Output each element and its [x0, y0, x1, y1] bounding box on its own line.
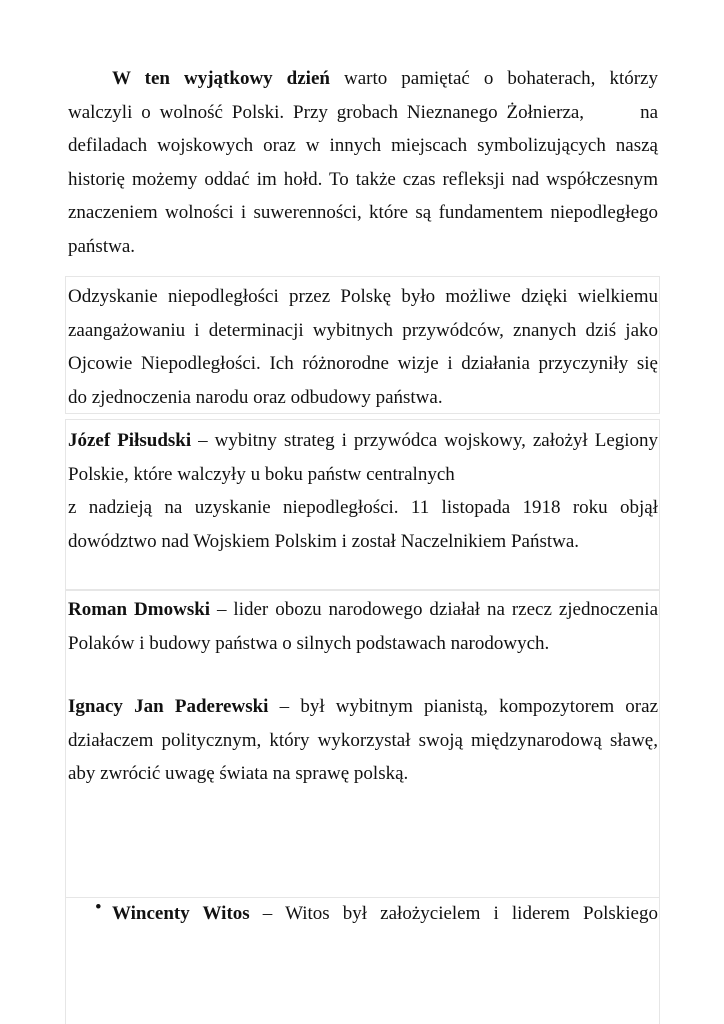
paderewski-name: Ignacy Jan Paderewski	[68, 696, 269, 717]
pilsudski-line-3: z nadzieją na uzyskanie niepodległości. 11 listopada 1918 roku objął	[68, 497, 658, 518]
fathers-paragraph	[68, 280, 658, 414]
witos-name: Wincenty Witos	[112, 903, 250, 924]
fathers-line-4: do zjednoczenia narodu oraz odbudowy państwa.	[68, 386, 443, 408]
intro-line-5: znaczeniem wolności i suwerenności, które są fundamentem niepodległego	[68, 202, 658, 223]
fathers-line-2: zaangażowaniu i determinacji wybitnych przywódców, znanych dziś jako	[68, 319, 658, 341]
bold-lead: W ten wyjątkowy dzień	[112, 68, 330, 89]
witos-paragraph	[112, 897, 658, 931]
intro-line-1: W ten wyjątkowy dzień warto pamiętać o bohaterach, którzy	[112, 68, 658, 89]
intro-line-6: państwa.	[68, 235, 136, 257]
dmowski-name: Roman Dmowski	[68, 599, 211, 620]
bullet-icon: •	[95, 897, 102, 918]
intro-line-2: walczyli o wolność Polski. Przy grobach Nieznanego Żołnierza, na	[68, 101, 658, 123]
intro-line-3: defiladach wojskowych oraz w innych miejscach symbolizujących naszą	[68, 135, 658, 156]
intro-paragraph	[68, 62, 658, 263]
dmowski-line-2: Polaków i budowy państwa o silnych podstawach narodowych.	[68, 632, 550, 654]
pilsudski-line-4: dowództwo nad Wojskiem Polskim i został Naczelnikiem Państwa.	[68, 530, 580, 552]
pilsudski-paragraph	[68, 424, 658, 558]
dmowski-paragraph	[68, 593, 658, 660]
dmowski-line-1: Roman Dmowski – lider obozu narodowego działał na rzecz zjednoczenia	[68, 599, 659, 620]
fathers-line-1: Odzyskanie niepodległości przez Polskę było możliwe dzięki wielkiemu	[68, 286, 658, 307]
paderewski-paragraph	[68, 690, 658, 791]
paderewski-line-3: aby zwrócić uwagę świata na sprawę polską.	[68, 763, 409, 784]
paderewski-line-2: działaczem politycznym, który wykorzystał swoją międzynarodową sławę,	[68, 729, 658, 751]
intro-line-4: historię możemy oddać im hołd. To także czas refleksji nad współczesnym	[68, 168, 658, 190]
paderewski-line-1: Ignacy Jan Paderewski – był wybitnym pianistą, kompozytorem oraz	[68, 696, 659, 717]
pilsudski-line-2: Polskie, które walczyły u boku państw centralnych	[68, 463, 455, 485]
fathers-line-3: Ojcowie Niepodległości. Ich różnorodne wizje i działania przyczyniły się	[68, 353, 658, 374]
witos-line-1: Wincenty Witos – Witos był założycielem i liderem Polskiego	[112, 903, 658, 924]
pilsudski-line-1: Józef Piłsudski – wybitny strateg i przywódca wojskowy, założył Legiony	[68, 430, 659, 451]
pilsudski-name: Józef Piłsudski	[68, 430, 192, 451]
